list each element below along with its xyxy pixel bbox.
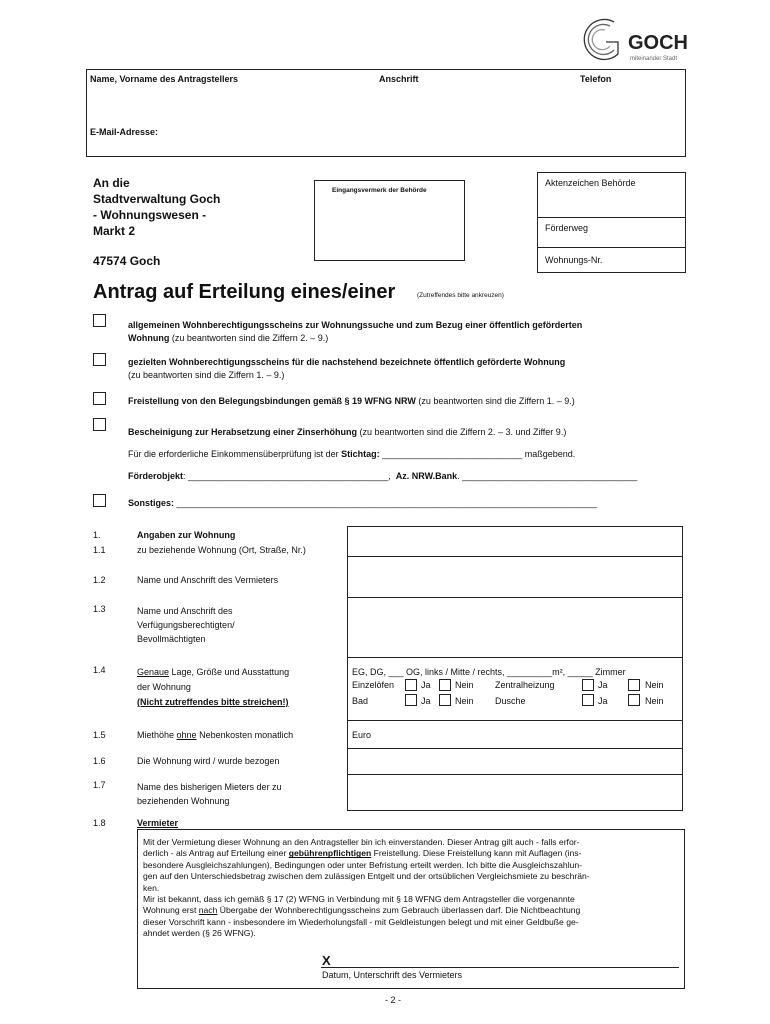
reference-date-label: Stichtag: [341, 449, 380, 459]
recipient-line: An die [93, 176, 130, 190]
checkbox-other[interactable] [93, 494, 106, 507]
statement-line: Freistellung. Diese Freistellung kann mit Auflagen (ins- [371, 848, 582, 859]
row-label: Nebenkosten monatlich [196, 730, 294, 740]
title-note: (Zutreffendes bitte ankreuzen) [417, 292, 504, 299]
flat-address-field[interactable] [348, 527, 682, 556]
checkbox-stove-no[interactable] [439, 679, 451, 691]
checkbox-targeted-permit[interactable] [93, 353, 106, 366]
row-label-block [137, 730, 293, 740]
recipient-line: 47574 Goch [93, 254, 161, 268]
page-title: Antrag auf Erteilung eines/einer [93, 281, 396, 303]
row-label: beziehenden Wohnung [137, 796, 230, 806]
bath-no-label: Nein [455, 696, 474, 706]
other-label: Sonstiges: [128, 498, 175, 508]
row-number: 1.5 [93, 730, 106, 740]
signature-label: Datum, Unterschrift des Vermieters [322, 970, 463, 980]
option-interest-reduction [128, 421, 575, 465]
row-label-block [137, 604, 235, 646]
landlord-field[interactable] [348, 557, 682, 597]
recipient-address [93, 175, 220, 269]
checkbox-shower-no[interactable] [628, 694, 640, 706]
section-heading: Vermieter [137, 818, 179, 828]
previous-tenant-field[interactable] [348, 775, 682, 810]
floor-size-field[interactable]: EG, DG, ___ OG, links / Mitte / rechts, _________m², _____ Zimmer [352, 667, 626, 677]
funding-object-row [128, 471, 637, 481]
row-number: 1.4 [93, 665, 106, 675]
row-number: 1.3 [93, 604, 106, 614]
reference-date-field[interactable]: ____________________________ maßgebend. [379, 449, 576, 459]
reference-date-text: Für die erforderliche Einkommensüberprüfung ist der [128, 449, 342, 459]
stove-no-label: Nein [455, 680, 474, 690]
goch-logo-icon [574, 12, 630, 68]
applicant-name-label: Name, Vorname des Antragstellers [90, 74, 239, 84]
stamp-label: Eingangsvermerk der Behörde [332, 187, 427, 194]
recipient-line: - Wohnungswesen - [93, 208, 207, 222]
stove-label: Einzelöfen [352, 680, 395, 690]
statement-line: derlich - als Antrag auf Erteilung einer [143, 848, 289, 859]
row-number: 1.2 [93, 575, 106, 585]
checkbox-bath-no[interactable] [439, 694, 451, 706]
row-label: (Nicht zutreffendes bitte streichen!) [137, 697, 289, 707]
shower-label: Dusche [495, 696, 526, 706]
stove-yes-label: Ja [421, 680, 431, 690]
row-label: Name und Anschrift des Vermieters [137, 575, 279, 585]
funding-object-field[interactable]: : ________________________________________, [183, 471, 391, 481]
row-label: Genaue [137, 667, 170, 677]
authorized-person-field[interactable] [348, 598, 682, 657]
section-number: 1. [93, 530, 101, 540]
checkbox-general-permit[interactable] [93, 314, 106, 327]
option-text: gezielten Wohnberechtigungsscheins für die nachstehend bezeichnete öffentlich geförderte Wohnung [128, 357, 566, 367]
row-label: Die Wohnung wird / wurde bezogen [137, 756, 280, 766]
row-number: 1.6 [93, 756, 106, 766]
flat-details [352, 665, 626, 680]
statement-line: Übergabe der Wohnberechtigungsscheins zum Gebrauch überlassen darf. Die Nichtbeachtung [217, 905, 581, 916]
row-number: 1.8 [93, 818, 106, 828]
row-label: Lage, Größe und Ausstattung [169, 667, 290, 677]
option-general-permit [128, 319, 688, 345]
row-label: Bevollmächtigten [137, 634, 206, 644]
statement-line: Wohnung erst [143, 905, 199, 916]
shower-no-label: Nein [645, 696, 664, 706]
row-label: ohne [176, 730, 197, 740]
checkbox-bath-yes[interactable] [405, 694, 417, 706]
option-text: Wohnung [128, 333, 170, 343]
checkbox-stove-yes[interactable] [405, 679, 417, 691]
nrw-bank-label: Az. NRW.Bank [395, 471, 458, 481]
row-label-block [137, 665, 289, 710]
email-label: E-Mail-Adresse: [90, 127, 159, 137]
option-text: allgemeinen Wohnberechtigungsscheins zur Wohnungssuche und zum Bezug einer öffentlich geförderten [128, 320, 583, 330]
statement-line: ahndet werden (§ 26 WFNG). [143, 928, 256, 939]
euro-label: Euro [352, 730, 372, 740]
statement-line: nach [198, 905, 218, 916]
statement-line: besondere Ausgleichszahlungen), Bedingungen oder unter Befristung erteilt werden. Ich bitte die Ausgleichszahlun- [143, 859, 583, 870]
option-text: Bescheinigung zur Herabsetzung einer Zinserhöhung [128, 427, 358, 437]
checkbox-shower-yes[interactable] [582, 694, 594, 706]
row-label: Name des bisherigen Mieters der zu [137, 782, 282, 792]
row-label: der Wohnung [137, 682, 191, 692]
flat-no-label: Wohnungs-Nr. [545, 255, 603, 265]
statement-line: Mir ist bekannt, dass ich gemäß § 17 (2) WFNG in Verbindung mit § 18 WFNG dem Antragsteller die vorgenannte [143, 894, 575, 905]
row-label: Name und Anschrift des [137, 606, 233, 616]
row-label: Verfügungsberechtigten/ [137, 620, 235, 630]
row-number: 1.7 [93, 780, 106, 790]
bath-yes-label: Ja [421, 696, 431, 706]
phone-label: Telefon [580, 74, 612, 84]
recipient-line: Markt 2 [93, 224, 136, 238]
address-label: Anschrift [379, 74, 419, 84]
option-exemption [128, 396, 575, 406]
logo-tagline: miteinander Stadt [630, 56, 678, 62]
option-note: (zu beantworten sind die Ziffern 1. – 9.) [415, 396, 575, 406]
logo-name: GOCH [628, 32, 688, 54]
bath-label: Bad [352, 696, 369, 706]
statement-line: ken. [143, 882, 160, 893]
statement-line: dieser Vorschrift kann - insbesondere im Wiederholungsfall - mit Geldleistungen belegt und mit einer Geldbuße ge- [143, 916, 579, 927]
city-logo [574, 12, 724, 72]
signature-x: X [322, 953, 331, 968]
row-label-block [137, 780, 282, 808]
option-text: Freistellung von den Belegungsbindungen gemäß § 19 WFNG NRW [128, 396, 416, 406]
other-field[interactable]: ____________________________________________________________________________________ [174, 498, 597, 508]
checkbox-interest-reduction[interactable] [93, 418, 106, 431]
option-targeted-permit [128, 356, 688, 382]
checkbox-heating-no[interactable] [628, 679, 640, 691]
checkbox-heating-yes[interactable] [582, 679, 594, 691]
checkbox-exemption[interactable] [93, 392, 106, 405]
nrw-bank-field[interactable]: . ___________________________________ [457, 471, 638, 481]
row-label: Miethöhe [137, 730, 177, 740]
funding-label: Förderweg [545, 223, 589, 233]
other-row [128, 498, 597, 508]
move-in-field[interactable] [348, 749, 682, 774]
row-number: 1.1 [93, 545, 106, 555]
signature-line[interactable] [321, 967, 679, 968]
funding-object-label: Förderobjekt [128, 471, 184, 481]
heating-label: Zentralheizung [495, 680, 555, 690]
option-note: (zu beantworten sind die Ziffern 1. – 9.) [128, 370, 285, 380]
section-heading: Angaben zur Wohnung [137, 530, 236, 540]
heating-no-label: Nein [645, 680, 664, 690]
rent-field[interactable] [348, 721, 682, 748]
landlord-statement [143, 837, 683, 940]
option-note: (zu beantworten sind die Ziffern 2. – 9.) [169, 333, 329, 343]
recipient-line: Stadtverwaltung Goch [93, 192, 221, 206]
file-ref-label: Aktenzeichen Behörde [545, 178, 636, 188]
row-label: zu beziehende Wohnung (Ort, Straße, Nr.) [137, 545, 306, 555]
statement-line: gebührenpflichtigen [288, 848, 372, 859]
statement-line: gen auf den Unterschiedsbetrag zwischen dem zulässigen Entgelt und der ortsüblichen Vergleichsmiete zu beschrän- [143, 871, 590, 882]
statement-line: Mit der Vermietung dieser Wohnung an den Antragsteller bin ich einverstanden. Dieser Antrag gilt auch - falls erfor- [143, 837, 580, 847]
shower-yes-label: Ja [598, 696, 608, 706]
page-number: - 2 - [385, 995, 402, 1005]
heating-yes-label: Ja [598, 680, 608, 690]
option-note: (zu beantworten sind die Ziffern 2. – 3. und Ziffer 9.) [357, 427, 567, 437]
